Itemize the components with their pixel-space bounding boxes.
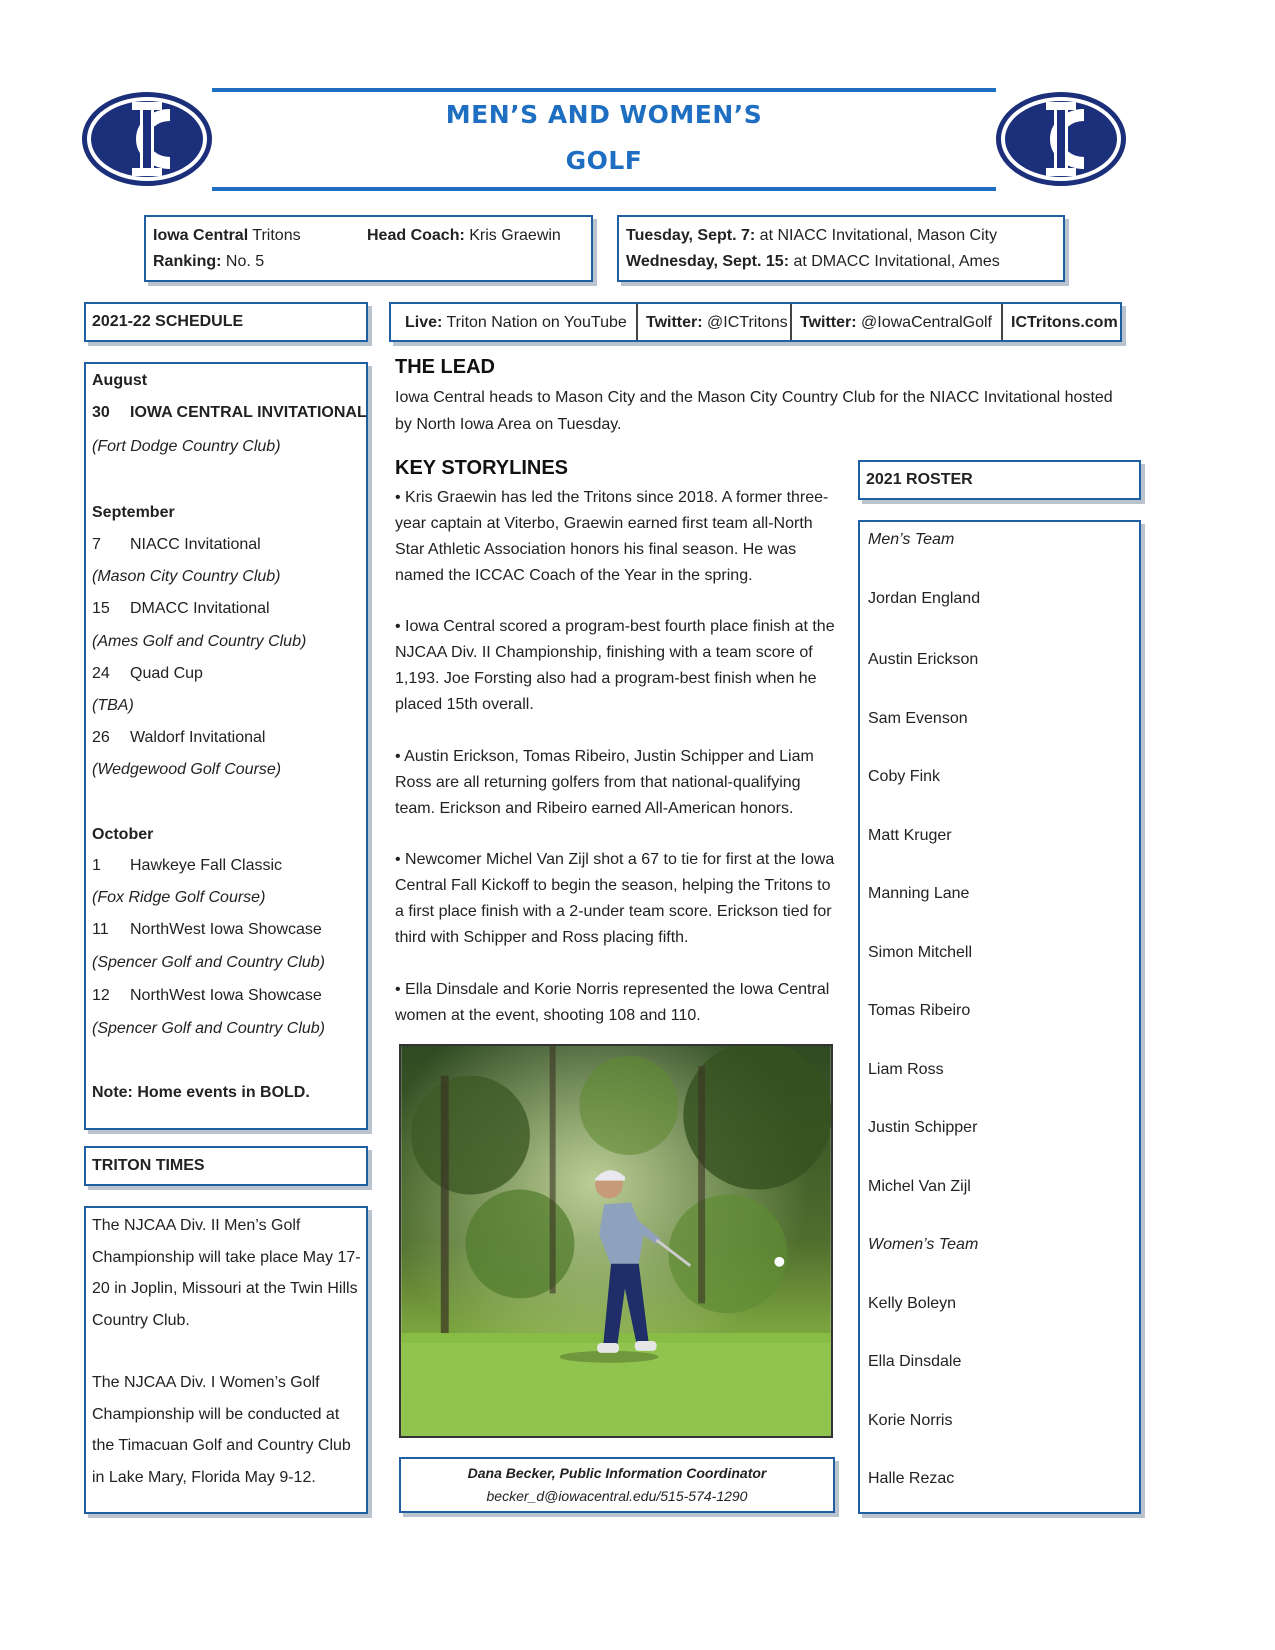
roster-player: Kelly Boleyn <box>868 1294 957 1312</box>
schedule-event: 12 NorthWest Iowa Showcase <box>92 987 322 1004</box>
upcoming-line-2: Wednesday, Sept. 15: at DMACC Invitational, Ames <box>626 253 1000 270</box>
triton-times-para-2: The NJCAA Div. I Women’s Golf Championship will be conducted at the Timacuan Golf and Country Club in Lake Mary, Florida May 9-12. <box>92 1374 351 1486</box>
twitter-iowacentralgolf-cell: Twitter: @IowaCentralGolf <box>790 304 1002 340</box>
roster-player: Korie Norris <box>868 1411 953 1429</box>
title-rule-bottom <box>212 187 996 191</box>
schedule-venue: (TBA) <box>92 697 134 714</box>
ictritons-site-link[interactable]: ICTritons.com <box>1001 304 1120 340</box>
schedule-event: 1 Hawkeye Fall Classic <box>92 857 283 874</box>
schedule-event: 7 NIACC Invitational <box>92 536 261 553</box>
roster-player: Manning Lane <box>868 885 970 902</box>
storyline-3: • Austin Erickson, Tomas Ribeiro, Justin Schipper and Liam Ross are all returning golfers from that national-qualifying team. Erickson and Ribeiro earned All-American honors. <box>395 748 814 817</box>
upcoming-line-1: Tuesday, Sept. 7: at NIACC Invitational, Mason City <box>626 227 998 244</box>
schedule-venue: (Fort Dodge Country Club) <box>92 438 281 455</box>
roster-player: Ella Dinsdale <box>868 1353 962 1370</box>
roster-player: Michel Van Zijl <box>868 1177 971 1195</box>
live-cell: Live: Triton Nation on YouTube <box>405 314 627 331</box>
spacer <box>92 1046 367 1076</box>
schedule-event: 26 Waldorf Invitational <box>92 729 266 746</box>
roster-header: 2021 ROSTER <box>866 471 973 488</box>
storyline-5: • Ella Dinsdale and Korie Norris represented the Iowa Central women at the event, shooting 108 and 110. <box>395 981 830 1024</box>
lead-text: Iowa Central heads to Mason City and the Mason City Country Club for the NIACC Invitational hosted by North Iowa Area on Tuesday. <box>395 389 1113 433</box>
roster-player: Matt Kruger <box>868 826 952 844</box>
spacer <box>92 786 367 820</box>
lead-heading: THE LEAD <box>395 356 495 378</box>
roster-player: Jordan England <box>868 589 981 607</box>
schedule-venue: (Ames Golf and Country Club) <box>92 633 307 650</box>
team-info-box <box>144 215 593 282</box>
roster-womens-label: Women’s Team <box>868 1236 979 1253</box>
roster-player: Justin Schipper <box>868 1119 978 1136</box>
contact-box <box>399 1457 835 1513</box>
triton-times-box <box>84 1206 368 1514</box>
schedule-event: 11 NorthWest Iowa Showcase <box>92 921 322 938</box>
schedule-venue: (Spencer Golf and Country Club) <box>92 954 325 971</box>
media-bar <box>389 302 1122 342</box>
roster-box <box>858 520 1141 1514</box>
team-name: Iowa Central Tritons <box>153 227 301 244</box>
roster-player: Liam Ross <box>868 1060 944 1078</box>
triton-times-header: TRITON TIMES <box>92 1157 205 1174</box>
roster-list <box>868 530 1134 1499</box>
contact-name: Dana Becker, Public Information Coordinator <box>467 1465 767 1481</box>
schedule-event: 30 IOWA CENTRAL INVITATIONAL <box>92 404 367 421</box>
roster-player: Tomas Ribeiro <box>868 1002 971 1019</box>
storyline-2: • Iowa Central scored a program-best fourth place finish at the NJCAA Div. II Championship, finishing with a team score of 1,193. Joe Forsting also had a program-best finish when he placed 15th overall. <box>395 618 835 713</box>
roster-player: Austin Erickson <box>868 651 979 668</box>
schedule-event: 24 Quad Cup <box>92 665 203 682</box>
schedule-box <box>84 362 368 1130</box>
title-rule-top <box>212 88 996 92</box>
storyline-4: • Newcomer Michel Van Zijl shot a 67 to tie for first at the Iowa Central Fall Kickoff to begin the season, helping the Tritons to a first place finish with a 2-under team score. Erickson tied for third with Schipper and Ross placing fifth. <box>395 851 835 946</box>
schedule-header: 2021-22 SCHEDULE <box>92 313 244 330</box>
roster-mens-label: Men’s Team <box>868 531 955 548</box>
schedule-venue: (Mason City Country Club) <box>92 568 281 585</box>
golfer-photo <box>399 1044 833 1438</box>
schedule-venue: (Spencer Golf and Country Club) <box>92 1020 325 1037</box>
team-ranking: Ranking: No. 5 <box>153 253 265 270</box>
ic-logo-right <box>994 90 1128 188</box>
ic-logo-left <box>80 90 214 188</box>
month-september: September <box>92 504 175 521</box>
month-august: August <box>92 372 148 389</box>
roster-header-box <box>858 460 1141 500</box>
spacer <box>92 464 367 498</box>
roster-player: Sam Evenson <box>868 709 968 727</box>
triton-times-header-box <box>84 1146 368 1186</box>
page-title-line2: GOLF <box>565 146 643 175</box>
roster-player: Halle Rezac <box>868 1470 955 1487</box>
upcoming-events-box <box>617 215 1065 282</box>
head-coach: Head Coach: Kris Graewin <box>367 227 561 244</box>
schedule-note: Note: Home events in BOLD. <box>92 1084 310 1101</box>
storyline-1: • Kris Graewin has led the Tritons since 2018. A former three-year captain at Viterbo, Graewin earned first team all-North Star Athletic Association honors his final season. He was named the ICCAC Coach of the Year in the spring. <box>395 489 829 584</box>
contact-info: becker_d@iowacentral.edu/515-574-1290 <box>486 1488 748 1504</box>
storylines-heading: KEY STORYLINES <box>395 457 569 479</box>
month-october: October <box>92 826 154 843</box>
schedule-venue: (Fox Ridge Golf Course) <box>92 889 266 906</box>
twitter-ictritons-cell: Twitter: @ICTritons <box>636 304 791 340</box>
roster-player: Simon Mitchell <box>868 943 973 961</box>
schedule-event: 15 DMACC Invitational <box>92 600 270 617</box>
roster-player: Coby Fink <box>868 768 941 785</box>
schedule-venue: (Wedgewood Golf Course) <box>92 761 282 778</box>
triton-times-para-1: The NJCAA Div. II Men’s Golf Championship will take place May 17-20 in Joplin, Missouri at the Twin Hills Country Club. <box>92 1217 361 1329</box>
schedule-header-box <box>84 302 368 342</box>
page-title-line1: MEN’S AND WOMEN’S <box>445 100 763 129</box>
